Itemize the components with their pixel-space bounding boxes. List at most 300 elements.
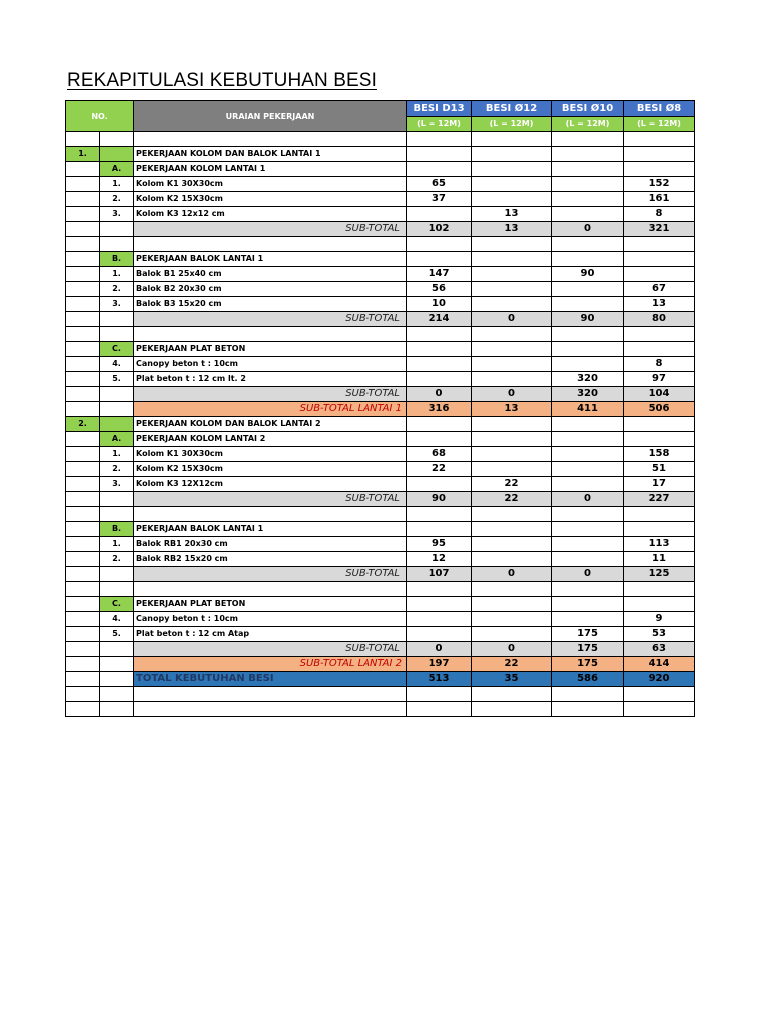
value-besi-d13: 22 <box>407 462 472 477</box>
cell-sub-no <box>100 222 134 237</box>
value-besi-10 <box>552 612 624 627</box>
value-besi-8: 161 <box>624 192 695 207</box>
subtotal-lantai-besi-10: 175 <box>552 657 624 672</box>
subtotal-besi-d13: 0 <box>407 387 472 402</box>
cell-no <box>66 672 100 687</box>
table-row-subtotal-lantai <box>66 657 695 672</box>
header-besi-12: BESI Ø12 <box>472 101 552 117</box>
table-row-subtotal <box>66 567 695 582</box>
subtotal-besi-8: 227 <box>624 492 695 507</box>
cell-no <box>66 507 100 522</box>
table-row-subtotal-lantai <box>66 402 695 417</box>
total-besi-10: 586 <box>552 672 624 687</box>
cell-besi-d13 <box>407 582 472 597</box>
value-besi-12 <box>472 612 552 627</box>
cell-no <box>66 357 100 372</box>
cell-sub-no <box>100 567 134 582</box>
table-row-subtotal <box>66 642 695 657</box>
subtotal-label: SUB-TOTAL <box>134 312 407 327</box>
cell-besi-d13 <box>407 342 472 357</box>
value-besi-8: 8 <box>624 207 695 222</box>
cell-no <box>66 132 100 147</box>
cell-desc <box>134 237 407 252</box>
header-besi-8: BESI Ø8 <box>624 101 695 117</box>
cell-sub-no <box>100 147 134 162</box>
item-description: Balok B3 15x20 cm <box>134 297 407 312</box>
item-number: 1. <box>100 447 134 462</box>
value-besi-8: 51 <box>624 462 695 477</box>
subtotal-besi-d13: 214 <box>407 312 472 327</box>
table-row-item <box>66 282 695 297</box>
value-besi-10 <box>552 207 624 222</box>
subtotal-besi-12: 0 <box>472 312 552 327</box>
subtotal-besi-12: 22 <box>472 492 552 507</box>
item-description: Balok RB2 15x20 cm <box>134 552 407 567</box>
cell-besi-12 <box>472 432 552 447</box>
group-letter: C. <box>100 597 134 612</box>
table-row-group <box>66 432 695 447</box>
cell-besi-12 <box>472 702 552 717</box>
item-number: 4. <box>100 357 134 372</box>
item-number: 2. <box>100 192 134 207</box>
cell-desc <box>134 582 407 597</box>
cell-besi-d13 <box>407 522 472 537</box>
table-row-total <box>66 672 695 687</box>
item-number: 3. <box>100 477 134 492</box>
cell-besi-10 <box>552 342 624 357</box>
cell-besi-d13 <box>407 162 472 177</box>
cell-no <box>66 327 100 342</box>
value-besi-8: 53 <box>624 627 695 642</box>
table-row-group <box>66 252 695 267</box>
group-title: PEKERJAAN PLAT BETON <box>134 342 407 357</box>
cell-no <box>66 432 100 447</box>
cell-no <box>66 447 100 462</box>
cell-sub-no <box>100 492 134 507</box>
item-number: 3. <box>100 297 134 312</box>
table-row-subtotal <box>66 492 695 507</box>
cell-besi-8 <box>624 342 695 357</box>
subtotal-lantai-besi-8: 414 <box>624 657 695 672</box>
value-besi-10: 175 <box>552 627 624 642</box>
value-besi-10 <box>552 537 624 552</box>
cell-besi-d13 <box>407 417 472 432</box>
cell-no <box>66 372 100 387</box>
subtotal-lantai-label: SUB-TOTAL LANTAI 1 <box>134 402 407 417</box>
value-besi-8 <box>624 267 695 282</box>
value-besi-10 <box>552 462 624 477</box>
cell-besi-12 <box>472 327 552 342</box>
group-letter: A. <box>100 162 134 177</box>
value-besi-12 <box>472 552 552 567</box>
value-besi-12 <box>472 372 552 387</box>
item-number: 2. <box>100 552 134 567</box>
value-besi-10: 320 <box>552 372 624 387</box>
subtotal-besi-8: 104 <box>624 387 695 402</box>
cell-no <box>66 522 100 537</box>
table-row-item <box>66 552 695 567</box>
item-description: Balok RB1 20x30 cm <box>134 537 407 552</box>
subtotal-lantai-besi-12: 13 <box>472 402 552 417</box>
cell-no <box>66 642 100 657</box>
value-besi-d13 <box>407 357 472 372</box>
cell-besi-d13 <box>407 597 472 612</box>
cell-desc <box>134 687 407 702</box>
value-besi-10 <box>552 192 624 207</box>
subtotal-besi-10: 320 <box>552 387 624 402</box>
group-title: PEKERJAAN KOLOM LANTAI 2 <box>134 432 407 447</box>
item-number: 1. <box>100 267 134 282</box>
item-description: Canopy beton t : 10cm <box>134 612 407 627</box>
item-number: 3. <box>100 207 134 222</box>
value-besi-10 <box>552 552 624 567</box>
cell-no <box>66 492 100 507</box>
cell-besi-10 <box>552 522 624 537</box>
subtotal-besi-10: 90 <box>552 312 624 327</box>
value-besi-d13: 37 <box>407 192 472 207</box>
table-row-section <box>66 417 695 432</box>
cell-besi-8 <box>624 597 695 612</box>
value-besi-8: 158 <box>624 447 695 462</box>
value-besi-12: 22 <box>472 477 552 492</box>
cell-besi-12 <box>472 252 552 267</box>
table-row-subtotal <box>66 222 695 237</box>
value-besi-8: 97 <box>624 372 695 387</box>
cell-besi-8 <box>624 687 695 702</box>
cell-no <box>66 222 100 237</box>
table-row-subtotal <box>66 387 695 402</box>
cell-no <box>66 177 100 192</box>
cell-besi-d13 <box>407 702 472 717</box>
subtotal-besi-8: 125 <box>624 567 695 582</box>
subtotal-besi-d13: 0 <box>407 642 472 657</box>
cell-besi-8 <box>624 582 695 597</box>
subtotal-lantai-besi-10: 411 <box>552 402 624 417</box>
table-row-item <box>66 297 695 312</box>
table-row-item <box>66 627 695 642</box>
subtotal-besi-12: 0 <box>472 567 552 582</box>
value-besi-8: 17 <box>624 477 695 492</box>
cell-no <box>66 402 100 417</box>
table-row-blank <box>66 687 695 702</box>
cell-desc <box>134 327 407 342</box>
value-besi-12 <box>472 267 552 282</box>
cell-besi-10 <box>552 597 624 612</box>
item-description: Kolom K1 30X30cm <box>134 447 407 462</box>
cell-besi-8 <box>624 417 695 432</box>
cell-besi-12 <box>472 687 552 702</box>
value-besi-d13: 56 <box>407 282 472 297</box>
subtotal-besi-d13: 102 <box>407 222 472 237</box>
cell-no <box>66 312 100 327</box>
header-besi-10: BESI Ø10 <box>552 101 624 117</box>
header-length-8: (L = 12M) <box>624 117 695 132</box>
subtotal-lantai-besi-12: 22 <box>472 657 552 672</box>
cell-sub-no <box>100 237 134 252</box>
item-number: 1. <box>100 177 134 192</box>
group-letter: A. <box>100 432 134 447</box>
section-number: 1. <box>66 147 100 162</box>
subtotal-besi-10: 0 <box>552 567 624 582</box>
group-letter: B. <box>100 522 134 537</box>
cell-desc <box>134 702 407 717</box>
cell-besi-10 <box>552 687 624 702</box>
cell-besi-10 <box>552 252 624 267</box>
item-number: 1. <box>100 537 134 552</box>
subtotal-label: SUB-TOTAL <box>134 567 407 582</box>
value-besi-d13 <box>407 372 472 387</box>
cell-besi-10 <box>552 417 624 432</box>
subtotal-label: SUB-TOTAL <box>134 222 407 237</box>
cell-no <box>66 597 100 612</box>
table-row-item <box>66 357 695 372</box>
value-besi-8: 113 <box>624 537 695 552</box>
value-besi-8: 152 <box>624 177 695 192</box>
subtotal-lantai-besi-8: 506 <box>624 402 695 417</box>
cell-sub-no <box>100 672 134 687</box>
subtotal-lantai-besi-d13: 316 <box>407 402 472 417</box>
item-number: 2. <box>100 462 134 477</box>
cell-besi-d13 <box>407 687 472 702</box>
value-besi-12 <box>472 357 552 372</box>
header-length-d13: (L = 12M) <box>407 117 472 132</box>
cell-besi-10 <box>552 702 624 717</box>
subtotal-besi-12: 0 <box>472 387 552 402</box>
group-title: PEKERJAAN KOLOM LANTAI 1 <box>134 162 407 177</box>
cell-no <box>66 237 100 252</box>
total-besi-d13: 513 <box>407 672 472 687</box>
group-letter: C. <box>100 342 134 357</box>
cell-besi-10 <box>552 507 624 522</box>
table-row-group <box>66 597 695 612</box>
value-besi-8: 13 <box>624 297 695 312</box>
cell-desc <box>134 507 407 522</box>
cell-no <box>66 582 100 597</box>
value-besi-d13: 95 <box>407 537 472 552</box>
subtotal-besi-8: 80 <box>624 312 695 327</box>
table-row-item <box>66 612 695 627</box>
table-row-item <box>66 462 695 477</box>
section-title: PEKERJAAN KOLOM DAN BALOK LANTAI 1 <box>134 147 407 162</box>
cell-no <box>66 462 100 477</box>
cell-besi-10 <box>552 162 624 177</box>
value-besi-12 <box>472 177 552 192</box>
item-description: Plat beton t : 12 cm Atap <box>134 627 407 642</box>
cell-besi-8 <box>624 252 695 267</box>
value-besi-8: 11 <box>624 552 695 567</box>
cell-besi-12 <box>472 342 552 357</box>
cell-besi-d13 <box>407 147 472 162</box>
cell-besi-d13 <box>407 327 472 342</box>
cell-besi-d13 <box>407 507 472 522</box>
table-row-blank <box>66 582 695 597</box>
cell-besi-8 <box>624 237 695 252</box>
value-besi-12: 13 <box>472 207 552 222</box>
cell-besi-8 <box>624 162 695 177</box>
header-length-10: (L = 12M) <box>552 117 624 132</box>
value-besi-d13: 65 <box>407 177 472 192</box>
cell-besi-10 <box>552 327 624 342</box>
cell-sub-no <box>100 687 134 702</box>
subtotal-besi-10: 0 <box>552 222 624 237</box>
cell-besi-10 <box>552 237 624 252</box>
cell-no <box>66 537 100 552</box>
total-label: TOTAL KEBUTUHAN BESI <box>134 672 407 687</box>
value-besi-8: 9 <box>624 612 695 627</box>
item-number: 4. <box>100 612 134 627</box>
cell-no <box>66 552 100 567</box>
table-row-group <box>66 162 695 177</box>
table-row-item <box>66 192 695 207</box>
value-besi-10 <box>552 297 624 312</box>
value-besi-10 <box>552 357 624 372</box>
value-besi-10 <box>552 447 624 462</box>
cell-besi-d13 <box>407 252 472 267</box>
value-besi-d13: 68 <box>407 447 472 462</box>
cell-sub-no <box>100 132 134 147</box>
cell-besi-12 <box>472 522 552 537</box>
cell-besi-12 <box>472 597 552 612</box>
cell-no <box>66 267 100 282</box>
cell-sub-no <box>100 657 134 672</box>
value-besi-d13 <box>407 477 472 492</box>
cell-no <box>66 342 100 357</box>
value-besi-d13 <box>407 207 472 222</box>
subtotal-besi-8: 321 <box>624 222 695 237</box>
cell-no <box>66 192 100 207</box>
value-besi-10 <box>552 477 624 492</box>
item-description: Kolom K2 15X30cm <box>134 462 407 477</box>
cell-besi-10 <box>552 582 624 597</box>
cell-no <box>66 207 100 222</box>
cell-besi-12 <box>472 582 552 597</box>
cell-besi-d13 <box>407 432 472 447</box>
item-number: 2. <box>100 282 134 297</box>
cell-besi-d13 <box>407 132 472 147</box>
item-description: Plat beton t : 12 cm lt. 2 <box>134 372 407 387</box>
cell-sub-no <box>100 507 134 522</box>
cell-besi-8 <box>624 432 695 447</box>
subtotal-besi-d13: 107 <box>407 567 472 582</box>
cell-besi-12 <box>472 417 552 432</box>
cell-besi-10 <box>552 432 624 447</box>
subtotal-lantai-label: SUB-TOTAL LANTAI 2 <box>134 657 407 672</box>
table-row-group <box>66 522 695 537</box>
subtotal-besi-12: 13 <box>472 222 552 237</box>
value-besi-12 <box>472 462 552 477</box>
cell-no <box>66 567 100 582</box>
subtotal-besi-8: 63 <box>624 642 695 657</box>
cell-sub-no <box>100 417 134 432</box>
subtotal-lantai-besi-d13: 197 <box>407 657 472 672</box>
value-besi-12 <box>472 297 552 312</box>
cell-besi-12 <box>472 507 552 522</box>
subtotal-besi-12: 0 <box>472 642 552 657</box>
value-besi-d13 <box>407 627 472 642</box>
header-length-12: (L = 12M) <box>472 117 552 132</box>
table-row-blank <box>66 237 695 252</box>
cell-sub-no <box>100 312 134 327</box>
cell-no <box>66 162 100 177</box>
item-description: Canopy beton t : 10cm <box>134 357 407 372</box>
cell-besi-12 <box>472 147 552 162</box>
value-besi-12 <box>472 447 552 462</box>
value-besi-8: 67 <box>624 282 695 297</box>
subtotal-besi-10: 175 <box>552 642 624 657</box>
total-besi-12: 35 <box>472 672 552 687</box>
cell-no <box>66 387 100 402</box>
value-besi-10 <box>552 282 624 297</box>
value-besi-10 <box>552 177 624 192</box>
table-row-group <box>66 342 695 357</box>
table-row-item <box>66 477 695 492</box>
cell-besi-8 <box>624 507 695 522</box>
table-row-item <box>66 447 695 462</box>
cell-sub-no <box>100 702 134 717</box>
cell-besi-10 <box>552 132 624 147</box>
item-description: Kolom K2 15X30cm <box>134 192 407 207</box>
item-description: Balok B1 25x40 cm <box>134 267 407 282</box>
value-besi-d13 <box>407 612 472 627</box>
cell-besi-8 <box>624 702 695 717</box>
cell-sub-no <box>100 327 134 342</box>
value-besi-10: 90 <box>552 267 624 282</box>
table-row-section <box>66 147 695 162</box>
table-body <box>66 132 695 717</box>
cell-desc <box>134 132 407 147</box>
item-number: 5. <box>100 372 134 387</box>
item-description: Kolom K1 30X30cm <box>134 177 407 192</box>
subtotal-besi-10: 0 <box>552 492 624 507</box>
table-row-item <box>66 177 695 192</box>
table-row-item <box>66 207 695 222</box>
cell-no <box>66 477 100 492</box>
total-besi-8: 920 <box>624 672 695 687</box>
table-row-blank <box>66 327 695 342</box>
header-uraian: URAIAN PEKERJAAN <box>134 101 407 132</box>
item-description: Kolom K3 12x12 cm <box>134 207 407 222</box>
cell-no <box>66 657 100 672</box>
rekap-table <box>65 100 695 717</box>
table-row-blank <box>66 702 695 717</box>
cell-besi-8 <box>624 327 695 342</box>
item-description: Kolom K3 12X12cm <box>134 477 407 492</box>
group-title: PEKERJAAN PLAT BETON <box>134 597 407 612</box>
cell-no <box>66 612 100 627</box>
value-besi-d13: 12 <box>407 552 472 567</box>
cell-besi-12 <box>472 132 552 147</box>
group-title: PEKERJAAN BALOK LANTAI 1 <box>134 252 407 267</box>
table-row-subtotal <box>66 312 695 327</box>
table-row-item <box>66 372 695 387</box>
subtotal-label: SUB-TOTAL <box>134 642 407 657</box>
header-no: NO. <box>66 101 134 132</box>
cell-besi-12 <box>472 237 552 252</box>
value-besi-12 <box>472 192 552 207</box>
cell-no <box>66 627 100 642</box>
cell-besi-8 <box>624 147 695 162</box>
cell-no <box>66 702 100 717</box>
cell-besi-8 <box>624 522 695 537</box>
cell-sub-no <box>100 642 134 657</box>
group-letter: B. <box>100 252 134 267</box>
header-besi-d13: BESI D13 <box>407 101 472 117</box>
value-besi-12 <box>472 537 552 552</box>
value-besi-12 <box>472 627 552 642</box>
subtotal-label: SUB-TOTAL <box>134 492 407 507</box>
value-besi-8: 8 <box>624 357 695 372</box>
cell-besi-d13 <box>407 237 472 252</box>
